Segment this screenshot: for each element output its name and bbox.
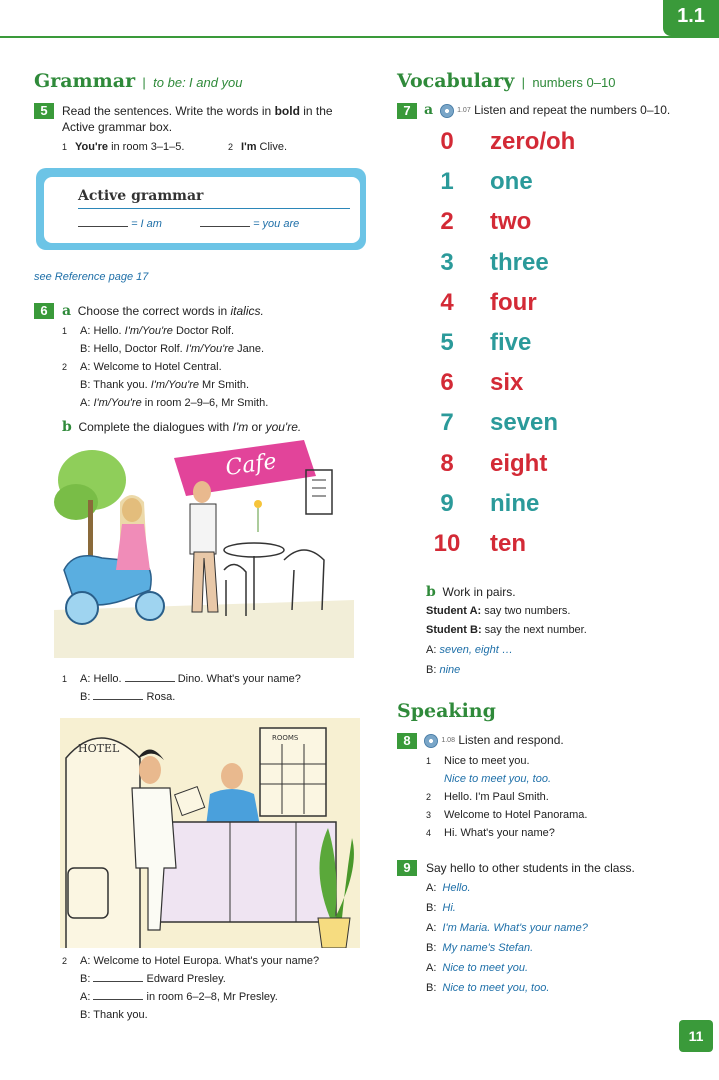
dialogue-text: Nice to meet you, too. (442, 982, 550, 994)
dialogue-line (426, 958, 686, 978)
exercise-5-sentence-2: 2 I'm Clive. (228, 141, 288, 153)
number-word: four (490, 288, 537, 316)
ex6-dialogue-2-line-1: 2 A: Welcome to Hotel Central. (62, 361, 222, 373)
cafe-illustration (54, 440, 354, 658)
active-grammar-title: Active grammar (78, 188, 204, 204)
dialogue-line (426, 898, 686, 918)
dialogue-2-line-3: A: in room 6–2–8, Mr Presley. (80, 991, 278, 1003)
number-word: zero/oh (490, 128, 576, 155)
number-word: eight (490, 449, 548, 477)
speaker-label: A: (426, 922, 437, 934)
exercise-9-dialogue (426, 878, 686, 998)
ex6-dialogue-1-line-1: 1 A: Hello. I'm/You're Doctor Rolf. (62, 325, 235, 337)
dialogue-text: Hi. (442, 902, 456, 914)
dialogue-text: Hello. (442, 882, 471, 894)
exercise-9-instructions: Say hello to other students in the class. (426, 861, 635, 875)
number-digit: 6 (440, 369, 454, 397)
exercise-7b-instructions: b Work in pairs. (426, 584, 516, 600)
ex8-item-1-answer: Nice to meet you, too. (444, 773, 551, 785)
header-rule (0, 36, 719, 38)
dialogue-line (426, 878, 686, 898)
dialogue-line (426, 978, 686, 998)
number-word: one (490, 168, 533, 196)
number-digit: 7 (440, 409, 454, 437)
number-row (420, 249, 660, 289)
exercise-6a-instructions: a Choose the correct words in italics. (62, 303, 264, 319)
hotel-illustration (60, 718, 360, 948)
number-row (420, 369, 660, 409)
number-row (420, 128, 660, 168)
speaker-label: B: (426, 942, 437, 954)
page-number: 11 (679, 1020, 713, 1052)
vocabulary-title: Vocabulary (397, 70, 515, 92)
student-b-instruction: Student B: say the next number. (426, 624, 587, 636)
number-row (420, 329, 660, 369)
cafe-sign-text: Cafe (223, 449, 279, 482)
exercise-6-number: 6 (34, 303, 54, 319)
exercise-5-number: 5 (34, 103, 54, 119)
number-word: nine (490, 489, 540, 517)
ex6-dialogue-1-line-2: B: Hello, Doctor Rolf. I'm/You're Jane. (80, 343, 265, 355)
numbers-list (420, 128, 660, 570)
dialogue-text: I'm Maria. What's your name? (442, 922, 588, 934)
dialogue-2-line-1: 2 A: Welcome to Hotel Europa. What's your name? (62, 955, 320, 967)
audio-cd-icon[interactable] (440, 104, 454, 118)
grammar-heading: Grammar | to be: I and you (34, 70, 243, 92)
speaker-label: B: (426, 982, 437, 994)
number-word: five (490, 328, 532, 356)
exercise-5-sentence-1: 1 You're in room 3–1–5. (62, 141, 185, 153)
speaking-title: Speaking (397, 700, 496, 722)
number-digit: 0 (440, 128, 454, 155)
ex8-item-2: 2 Hello. I'm Paul Smith. (426, 791, 549, 803)
reference-link[interactable]: see Reference page 17 (34, 271, 149, 283)
dialogue-line (426, 938, 686, 958)
active-grammar-rule (78, 208, 350, 209)
dialogue-1-line-1: 1 A: Hello. Dino. What's your name? (62, 673, 301, 685)
ex8-item-3: 3 Welcome to Hotel Panorama. (426, 809, 588, 821)
number-digit: 10 (433, 529, 461, 557)
audio-cd-icon[interactable] (424, 734, 438, 748)
number-row (420, 409, 660, 449)
example-line-b: B: nine (426, 664, 461, 676)
ex6-dialogue-2-line-2: B: Thank you. I'm/You're Mr Smith. (80, 379, 250, 391)
number-row (420, 289, 660, 329)
exercise-9-number: 9 (397, 860, 417, 876)
number-digit: 1 (440, 168, 454, 196)
speaker-label: A: (426, 882, 437, 894)
dialogue-2-line-2: B: Edward Presley. (80, 973, 226, 985)
exercise-8-number: 8 (397, 733, 417, 749)
ex8-item-4: 4 Hi. What's your name? (426, 827, 555, 839)
hotel-sign-text: HOTEL (78, 742, 120, 755)
number-row (420, 208, 660, 248)
number-word: six (490, 369, 524, 397)
number-row (420, 168, 660, 208)
number-word: two (490, 208, 532, 236)
number-digit: 8 (440, 449, 454, 477)
active-grammar-blank-1: = I am (78, 215, 162, 233)
ex8-item-1: 1 Nice to meet you. (426, 755, 530, 767)
rooms-sign-text: ROOMS (272, 734, 299, 742)
dialogue-text: My name's Stefan. (442, 942, 534, 954)
vocabulary-heading: Vocabulary | numbers 0–10 (397, 70, 616, 92)
speaker-label: A: (426, 962, 437, 974)
number-digit: 3 (440, 248, 454, 276)
exercise-8-instructions: 1.08 Listen and respond. (424, 732, 564, 749)
number-word: ten (490, 529, 526, 557)
number-digit: 2 (440, 208, 454, 236)
number-digit: 9 (440, 489, 454, 517)
dialogue-text: Nice to meet you. (442, 962, 528, 974)
dialogue-2-line-4: B: Thank you. (80, 1009, 148, 1021)
number-row (420, 530, 660, 570)
student-a-instruction: Student A: say two numbers. (426, 605, 571, 617)
speaker-label: B: (426, 902, 437, 914)
exercise-7a-instructions: a 1.07 Listen and repeat the numbers 0–10. (424, 102, 671, 118)
grammar-title: Grammar (34, 70, 136, 92)
number-word: three (490, 248, 549, 276)
number-digit: 4 (440, 288, 454, 316)
number-row (420, 450, 660, 490)
active-grammar-blank-2: = you are (200, 215, 299, 233)
example-line-a: A: seven, eight … (426, 644, 513, 656)
ex6-dialogue-2-line-3: A: I'm/You're in room 2–9–6, Mr Smith. (80, 397, 269, 409)
dialogue-line (426, 918, 686, 938)
exercise-5-instructions: Read the sentences. Write the words in bold in the Active grammar box. (62, 104, 333, 134)
exercise-6b-instructions: b Complete the dialogues with I'm or you're. (62, 419, 302, 435)
exercise-7-number: 7 (397, 103, 417, 119)
number-word: seven (490, 409, 559, 437)
unit-tab: 1.1 (663, 0, 719, 36)
number-row (420, 490, 660, 530)
dialogue-1-line-2: B: Rosa. (80, 691, 176, 703)
number-digit: 5 (440, 328, 454, 356)
active-grammar-panel (44, 177, 360, 243)
